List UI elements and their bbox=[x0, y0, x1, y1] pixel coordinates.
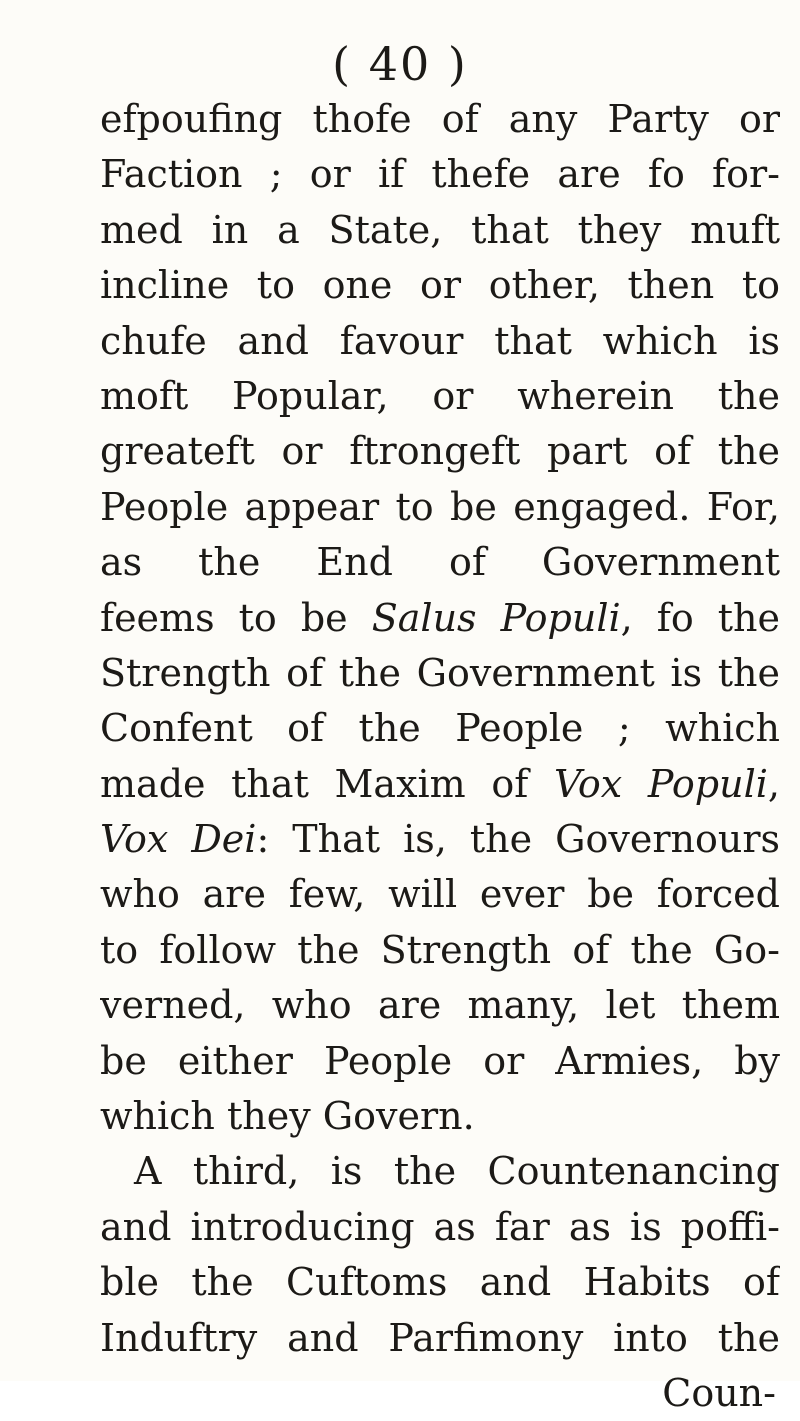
text-segment: made that Maxim of bbox=[100, 761, 554, 806]
text-segment: Induftry and Parfimony into the bbox=[100, 1315, 780, 1360]
text-segment: Faction ; or if thefe are fo for- bbox=[100, 152, 780, 197]
text-line bbox=[100, 1089, 780, 1144]
text-line bbox=[100, 591, 780, 646]
text-segment: med in a State, that they muft bbox=[100, 207, 780, 252]
text-segment: Strength of the Government is the bbox=[100, 650, 780, 695]
text-line bbox=[100, 535, 780, 590]
catchword: Coun- bbox=[662, 1370, 776, 1415]
page-number: ( 40 ) bbox=[332, 37, 468, 91]
italic-phrase: Salus Populi bbox=[371, 595, 621, 640]
text-line bbox=[100, 1255, 780, 1310]
text-segment: verned, who are many, let them bbox=[100, 983, 780, 1028]
text-segment: to follow the Strength of the Go- bbox=[100, 927, 780, 972]
text-line bbox=[100, 147, 780, 202]
text-line bbox=[100, 203, 780, 258]
text-line bbox=[100, 92, 780, 147]
text-line bbox=[100, 369, 780, 424]
text-line bbox=[100, 424, 780, 479]
text-segment: People appear to be engaged. For, bbox=[100, 484, 780, 529]
text-segment: , fo the bbox=[620, 595, 780, 640]
text-segment: , bbox=[767, 761, 780, 806]
text-segment: moft Popular, or wherein the bbox=[100, 373, 780, 418]
text-line bbox=[100, 923, 780, 978]
text-segment: greateft or ftrongeft part of the bbox=[100, 429, 780, 474]
text-line bbox=[100, 480, 780, 535]
text-line bbox=[100, 1200, 780, 1255]
text-line bbox=[100, 1311, 780, 1366]
italic-phrase: Vox Dei bbox=[100, 817, 257, 862]
text-segment: incline to one or other, then to bbox=[100, 263, 780, 308]
text-line bbox=[100, 1144, 780, 1199]
text-line bbox=[100, 258, 780, 313]
text-line bbox=[100, 701, 780, 756]
text-line bbox=[100, 812, 780, 867]
text-segment: chufe and favour that which is bbox=[100, 318, 780, 363]
text-line bbox=[100, 757, 780, 812]
text-line bbox=[100, 1034, 780, 1089]
text-segment: efpoufing thofe of any Party or bbox=[100, 97, 780, 141]
text-line bbox=[100, 646, 780, 701]
body-text bbox=[100, 92, 780, 1421]
text-segment: as the End of Government bbox=[100, 540, 780, 585]
text-line bbox=[100, 978, 780, 1033]
text-segment: which they Govern. bbox=[100, 1094, 475, 1139]
text-segment: Confent of the People ; which bbox=[100, 706, 780, 751]
text-segment: A third, is the Countenancing bbox=[134, 1149, 780, 1194]
text-segment: : That is, the Governours bbox=[256, 817, 780, 862]
text-segment: who are few, will ever be forced bbox=[100, 872, 780, 917]
text-segment: ble the Cuftoms and Habits of bbox=[100, 1260, 780, 1305]
text-line bbox=[100, 867, 780, 922]
italic-phrase: Vox Populi bbox=[553, 761, 768, 806]
text-segment: be either People or Armies, by bbox=[100, 1038, 780, 1083]
text-segment: feems to be bbox=[100, 595, 372, 640]
text-segment: and introducing as far as is poffi- bbox=[100, 1204, 780, 1249]
text-line bbox=[100, 314, 780, 369]
